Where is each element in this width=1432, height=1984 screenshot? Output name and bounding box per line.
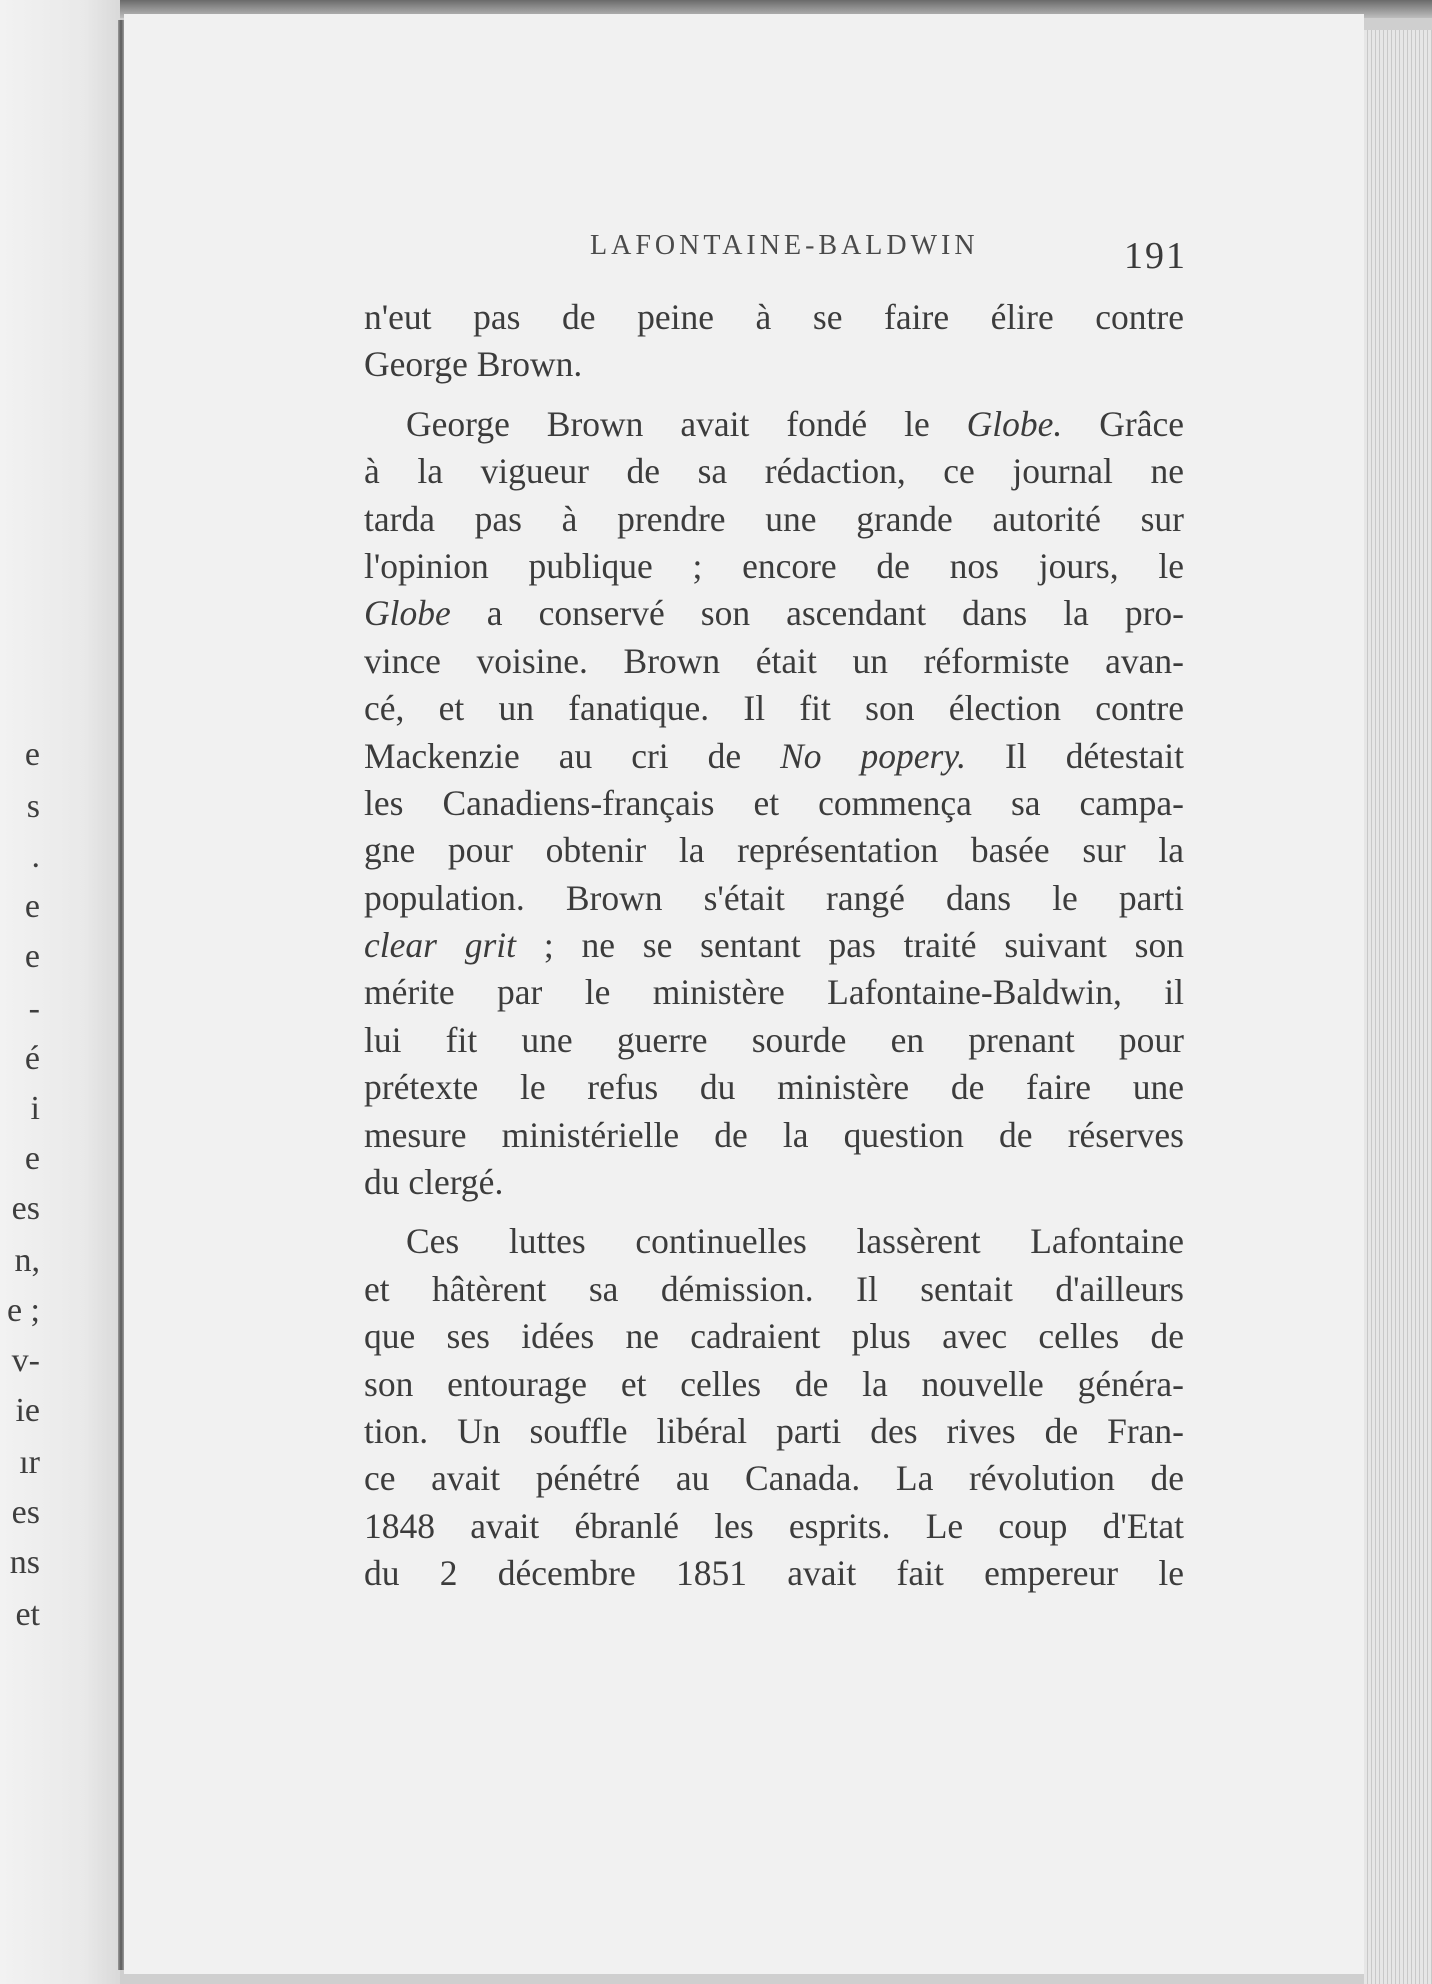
- text-line: [364, 401, 1184, 448]
- facing-page-fragment: e: [24, 1140, 40, 1177]
- text-line: [364, 733, 1184, 780]
- page-number: 191: [1124, 235, 1187, 277]
- text-line: vince voisine. Brown était un réformiste avan-: [364, 640, 1184, 681]
- text-line: tion. Un souffle libéral parti des rives de Fran-: [364, 1410, 1184, 1451]
- text-line: prétexte le refus du ministère de faire une: [364, 1067, 1184, 1108]
- italic-title: Globe.: [966, 403, 1063, 444]
- facing-page-fragment: e: [24, 736, 40, 773]
- page-stack-edges: [1364, 30, 1432, 1984]
- facing-page-fragment: .: [31, 838, 40, 875]
- text-line: [364, 590, 1184, 637]
- text-line: [364, 922, 1184, 969]
- facing-page-fragment: ie: [15, 1392, 40, 1429]
- facing-page-fragment: v-: [11, 1342, 40, 1379]
- text-line: n'eut pas de peine à se faire élire contre: [364, 297, 1184, 337]
- text-line: lui fit une guerre sourde en prenant pour: [364, 1019, 1184, 1060]
- body-text: [364, 294, 1184, 1598]
- italic-phrase: clear grit: [364, 925, 517, 966]
- facing-page-fragment: e ;: [6, 1292, 40, 1329]
- facing-page-fragment: i: [30, 1090, 40, 1127]
- text-line: ce avait pénétré au Canada. La révolution de: [364, 1458, 1184, 1499]
- text-line: son entourage et celles de la nouvelle généra-: [364, 1363, 1184, 1404]
- text-line: population. Brown s'était rangé dans le parti: [364, 877, 1184, 918]
- text-line: du clergé.: [364, 1162, 504, 1203]
- facing-page-fragment: es: [11, 1494, 40, 1531]
- text-line: George Brown.: [364, 344, 583, 385]
- facing-page-fragment: ır: [19, 1444, 40, 1481]
- facing-page-fragment: s: [26, 788, 40, 825]
- text-line: gne pour obtenir la représentation basée sur la: [364, 830, 1184, 871]
- facing-page-fragment: -: [28, 990, 40, 1027]
- facing-page-edge: [0, 0, 120, 1984]
- facing-page-fragment: ns: [9, 1544, 40, 1581]
- text-run: Il détestait: [1005, 735, 1185, 776]
- facing-page-fragment: et: [15, 1596, 40, 1633]
- facing-page-fragment: é: [24, 1040, 40, 1077]
- facing-page-fragment: es: [11, 1190, 40, 1227]
- text-line: mérite par le ministère Lafontaine-Baldwin, il: [364, 972, 1184, 1013]
- text-line: cé, et un fanatique. Il fit son élection contre: [364, 688, 1184, 729]
- text-run: Mackenzie au cri de: [364, 735, 781, 776]
- text-run: a conservé son ascendant dans la pro-: [486, 593, 1184, 634]
- text-line: du 2 décembre 1851 avait fait empereur le: [364, 1553, 1184, 1594]
- facing-page-fragment: e: [24, 888, 40, 925]
- text-line: à la vigueur de sa rédaction, ce journal ne: [364, 451, 1184, 492]
- text-run: ; ne se sentant pas traité suivant son: [543, 925, 1184, 966]
- italic-title: Globe: [364, 593, 451, 634]
- running-head: LAFONTAINE-BALDWIN: [590, 230, 979, 261]
- text-line: et hâtèrent sa démission. Il sentait d'ailleurs: [364, 1268, 1184, 1309]
- italic-phrase: No popery.: [780, 735, 967, 776]
- text-line: 1848 avait ébranlé les esprits. Le coup d'Etat: [364, 1505, 1184, 1546]
- book-page: [124, 14, 1364, 1974]
- text-run: Grâce: [1062, 403, 1184, 444]
- text-line: l'opinion publique ; encore de nos jours, le: [364, 545, 1184, 586]
- facing-page-fragment: n,: [14, 1242, 40, 1279]
- text-line: Ces luttes continuelles lassèrent Lafontaine: [406, 1221, 1184, 1262]
- text-line: mesure ministérielle de la question de réserves: [364, 1114, 1184, 1155]
- facing-page-fragment: e: [24, 938, 40, 975]
- text-line: tarda pas à prendre une grande autorité sur: [364, 498, 1184, 539]
- text-line: que ses idées ne cadraient plus avec celles de: [364, 1316, 1184, 1357]
- text-line: les Canadiens-français et commença sa campa-: [364, 782, 1184, 823]
- text-run: George Brown avait fondé le: [406, 403, 967, 444]
- facing-page-fragments: [0, 0, 60, 1984]
